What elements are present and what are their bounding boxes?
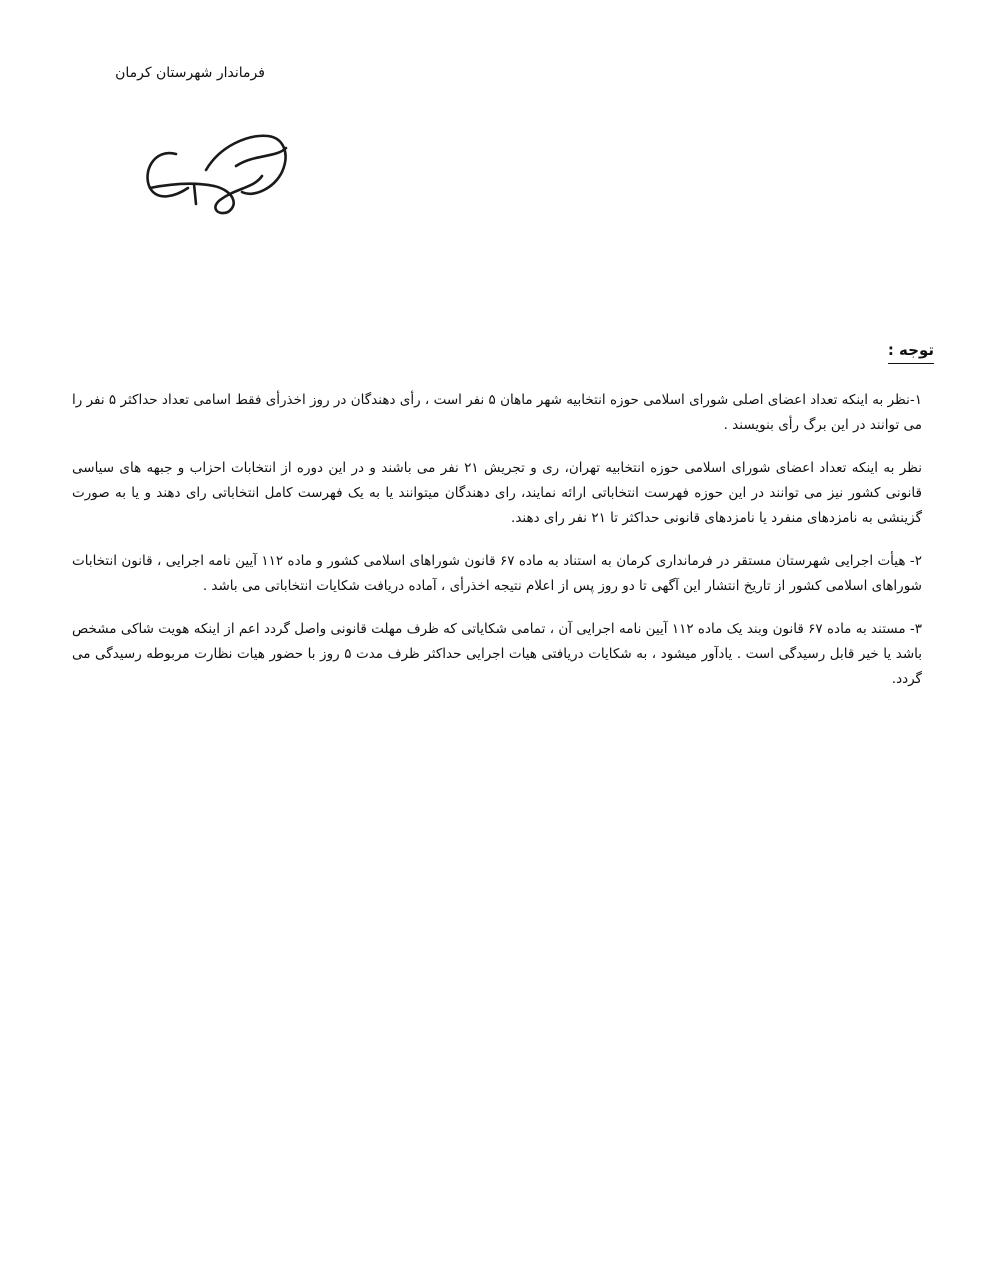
note-paragraph-tehran: نظر به اینکه تعداد اعضای شورای اسلامی حوزه انتخابیه تهران، ری و تجریش ۲۱ نفر می باشند و در این دوره از انتخابات احزاب و جبهه های سیاسی قانونی کشور نیز می توانند در این حوزه فهرست انتخاباتی ارائه نمایند، رای دهندگان میتوانند یا به یک فهرست کامل انتخاباتی رای دهند و یا به صورت گزینشی به نامزدهای منفرد یا نامزدهای قانونی حداکثر تا ۲۱ نفر رای دهند. (72, 460, 922, 526)
notes-heading: توجه : (888, 338, 934, 364)
note-paragraph-1: ۱-نظر به اینکه تعداد اعضای اصلی شورای اسلامی حوزه انتخابیه شهر ماهان ۵ نفر است ، رأی دهندگان در روز اخذرأی فقط اسامی تعداد حداکثر ۵ نفر را می توانند در این برگ رأی بنویسند . (72, 392, 922, 433)
signatory-title: فرماندار شهرستان کرمان (115, 65, 265, 81)
notes-section (60, 338, 934, 710)
signatory-block (60, 58, 320, 228)
handwritten-signature (136, 126, 296, 216)
note-paragraph-3: ۳- مستند به ماده ۶۷ قانون وبند یک ماده ۱۱۲ آیین نامه اجرایی آن ، تمامی شکایاتی که ظرف مهلت قانونی واصل گردد اعم از اینکه هویت شاکی مشخص باشد یا خیر قابل رسیدگی است . یادآور میشود ، به شکایات دریافتی هیات اجرایی حداکثر ظرف مدت ۵ روز با حضور هیات نظارت مربوطه رسیدگی می گردد. (72, 621, 923, 687)
note-paragraph-2: ۲- هیأت اجرایی شهرستان مستقر در فرمانداری کرمان به استناد به ماده ۶۷ قانون شوراهای اسلامی کشور و ماده ۱۱۲ آیین نامه اجرایی ، قانون انتخابات شوراهای اسلامی کشور از تاریخ انتشار این آگهی تا دو روز پس از اعلام نتیجه اخذرأی ، آماده دریافت شکایات انتخاباتی می باشد . (72, 553, 922, 594)
